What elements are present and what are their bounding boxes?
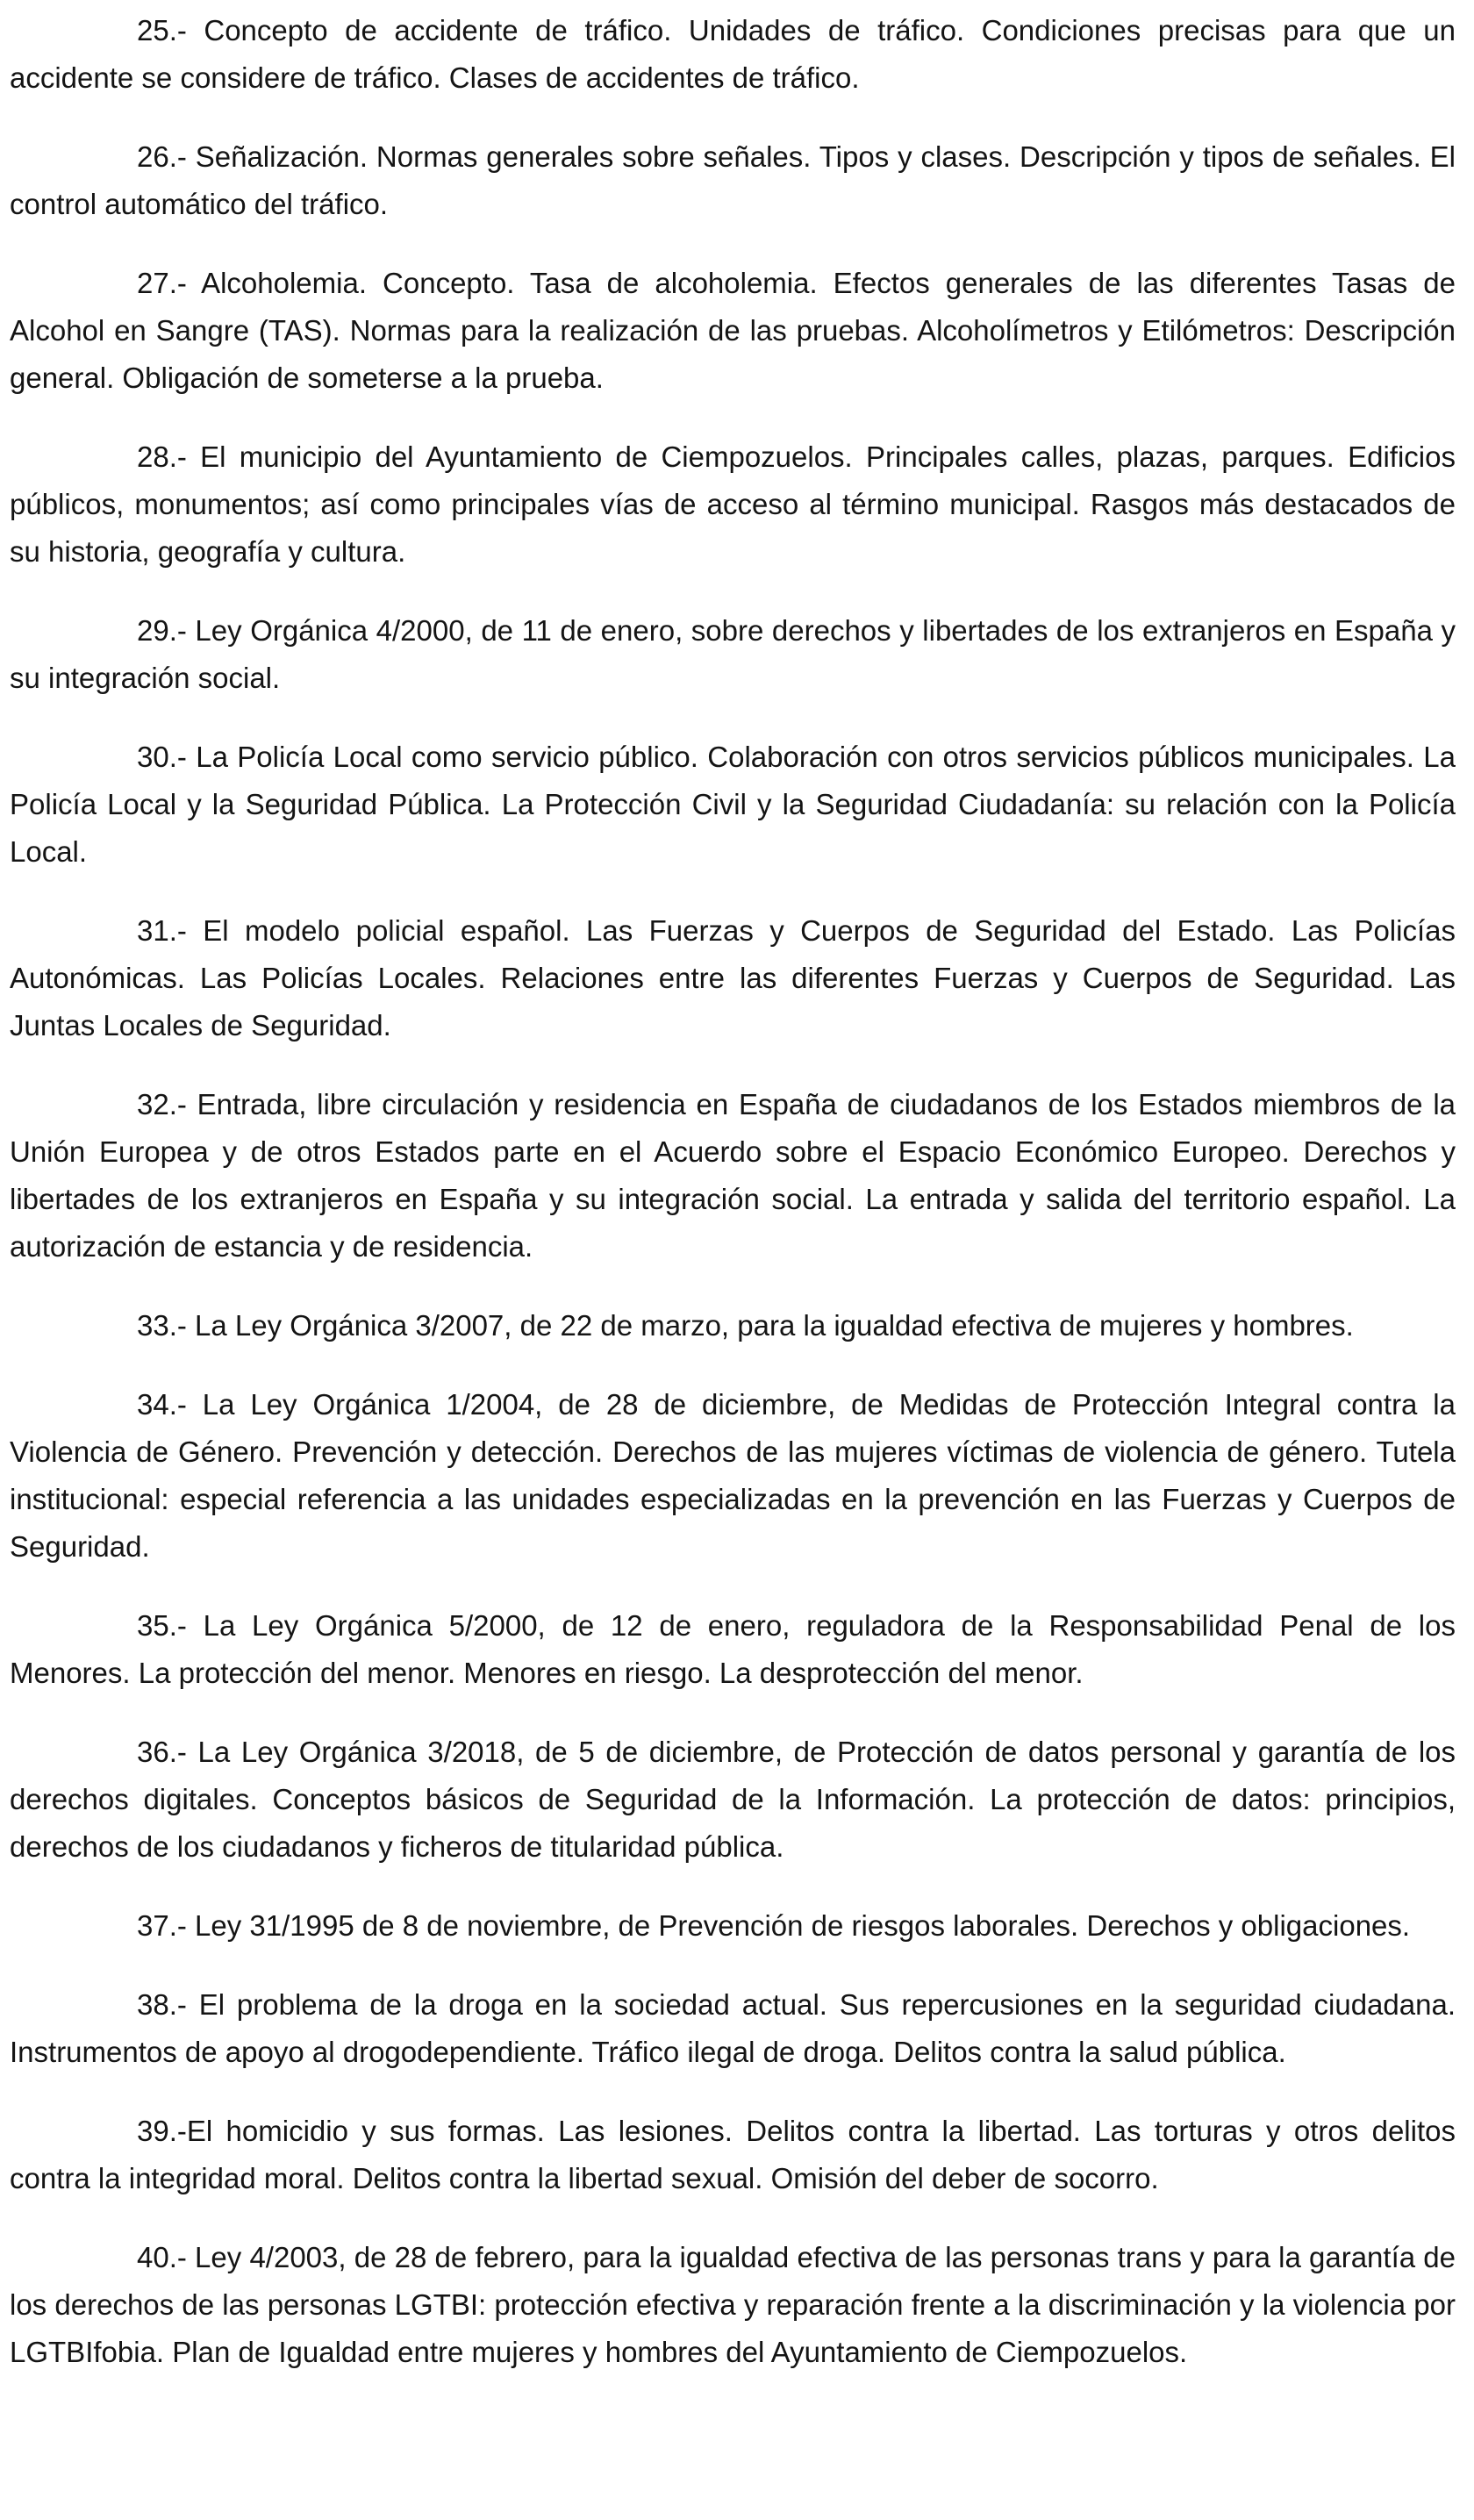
syllabus-item-37: 37.- Ley 31/1995 de 8 de noviembre, de Prevención de riesgos laborales. Derechos y obligaciones. (137, 1909, 1411, 1942)
syllabus-item-28: 28.- El municipio del Ayuntamiento de Ciempozuelos. Principales calles, plazas, parques. Edificios públicos, monumentos; así como principales vías de acceso al término municipal. Rasgos más destacados de su historia, geografía y cultura. (10, 440, 1456, 568)
document-page (10, 7, 1456, 2408)
syllabus-item-32: 32.- Entrada, libre circulación y residencia en España de ciudadanos de los Estados miembros de la Unión Europea y de otros Estados parte en el Acuerdo sobre el Espacio Económico Europeo. Derechos y libertades de los extranjeros en España y su integración social. La entrada y salida del territorio español. La autorización de estancia y de residencia. (10, 1088, 1456, 1263)
syllabus-item-30: 30.- La Policía Local como servicio público. Colaboración con otros servicios públicos municipales. La Policía Local y la Seguridad Pública. La Protección Civil y la Seguridad Ciudadanía: su relación con la Policía Local. (10, 741, 1456, 868)
syllabus-item-39: 39.-El homicidio y sus formas. Las lesiones. Delitos contra la libertad. Las torturas y otros delitos contra la integridad moral. Delitos contra la libertad sexual. Omisión del deber de socorro. (10, 2115, 1456, 2194)
syllabus-item-26: 26.- Señalización. Normas generales sobre señales. Tipos y clases. Descripción y tipos de señales. El control automático del tráfico. (10, 140, 1456, 220)
syllabus-item-33: 33.- La Ley Orgánica 3/2007, de 22 de marzo, para la igualdad efectiva de mujeres y hombres. (137, 1309, 1354, 1342)
syllabus-item-29: 29.- Ley Orgánica 4/2000, de 11 de enero, sobre derechos y libertades de los extranjeros en España y su integración social. (10, 614, 1456, 694)
syllabus-item-25: 25.- Concepto de accidente de tráfico. Unidades de tráfico. Condiciones precisas para que un accidente se considere de tráfico. Clases de accidentes de tráfico. (10, 14, 1456, 94)
syllabus-item-27: 27.- Alcoholemia. Concepto. Tasa de alcoholemia. Efectos generales de las diferentes Tasas de Alcohol en Sangre (TAS). Normas para la realización de las pruebas. Alcoholímetros y Etilómetros: Descripción general. Obligación de someterse a la prueba. (10, 267, 1456, 394)
syllabus-item-38: 38.- El problema de la droga en la sociedad actual. Sus repercusiones en la seguridad ciudadana. Instrumentos de apoyo al drogodependiente. Tráfico ilegal de droga. Delitos contra la salud pública. (10, 1988, 1456, 2068)
syllabus-item-36: 36.- La Ley Orgánica 3/2018, de 5 de diciembre, de Protección de datos personal y garantía de los derechos digitales. Conceptos básicos de Seguridad de la Información. La protección de datos: principios, derechos de los ciudadanos y ficheros de titularidad pública. (10, 1736, 1456, 1863)
syllabus-item-40: 40.- Ley 4/2003, de 28 de febrero, para la igualdad efectiva de las personas trans y para la garantía de los derechos de las personas LGTBI: protección efectiva y reparación frente a la discriminación y la violencia por LGTBIfobia. Plan de Igualdad entre mujeres y hombres del Ayuntamiento de Ciempozuelos. (10, 2241, 1456, 2368)
syllabus-item-35: 35.- La Ley Orgánica 5/2000, de 12 de enero, reguladora de la Responsabilidad Penal de los Menores. La protección del menor. Menores en riesgo. La desprotección del menor. (10, 1609, 1456, 1689)
syllabus-item-34: 34.- La Ley Orgánica 1/2004, de 28 de diciembre, de Medidas de Protección Integral contra la Violencia de Género. Prevención y detección. Derechos de las mujeres víctimas de violencia de género. Tutela institucional: especial referencia a las unidades especializadas en la prevención en las Fuerzas y Cuerpos de Seguridad. (10, 1388, 1456, 1563)
syllabus-item-31: 31.- El modelo policial español. Las Fuerzas y Cuerpos de Seguridad del Estado. Las Policías Autonómicas. Las Policías Locales. Relaciones entre las diferentes Fuerzas y Cuerpos de Seguridad. Las Juntas Locales de Seguridad. (10, 914, 1456, 1042)
